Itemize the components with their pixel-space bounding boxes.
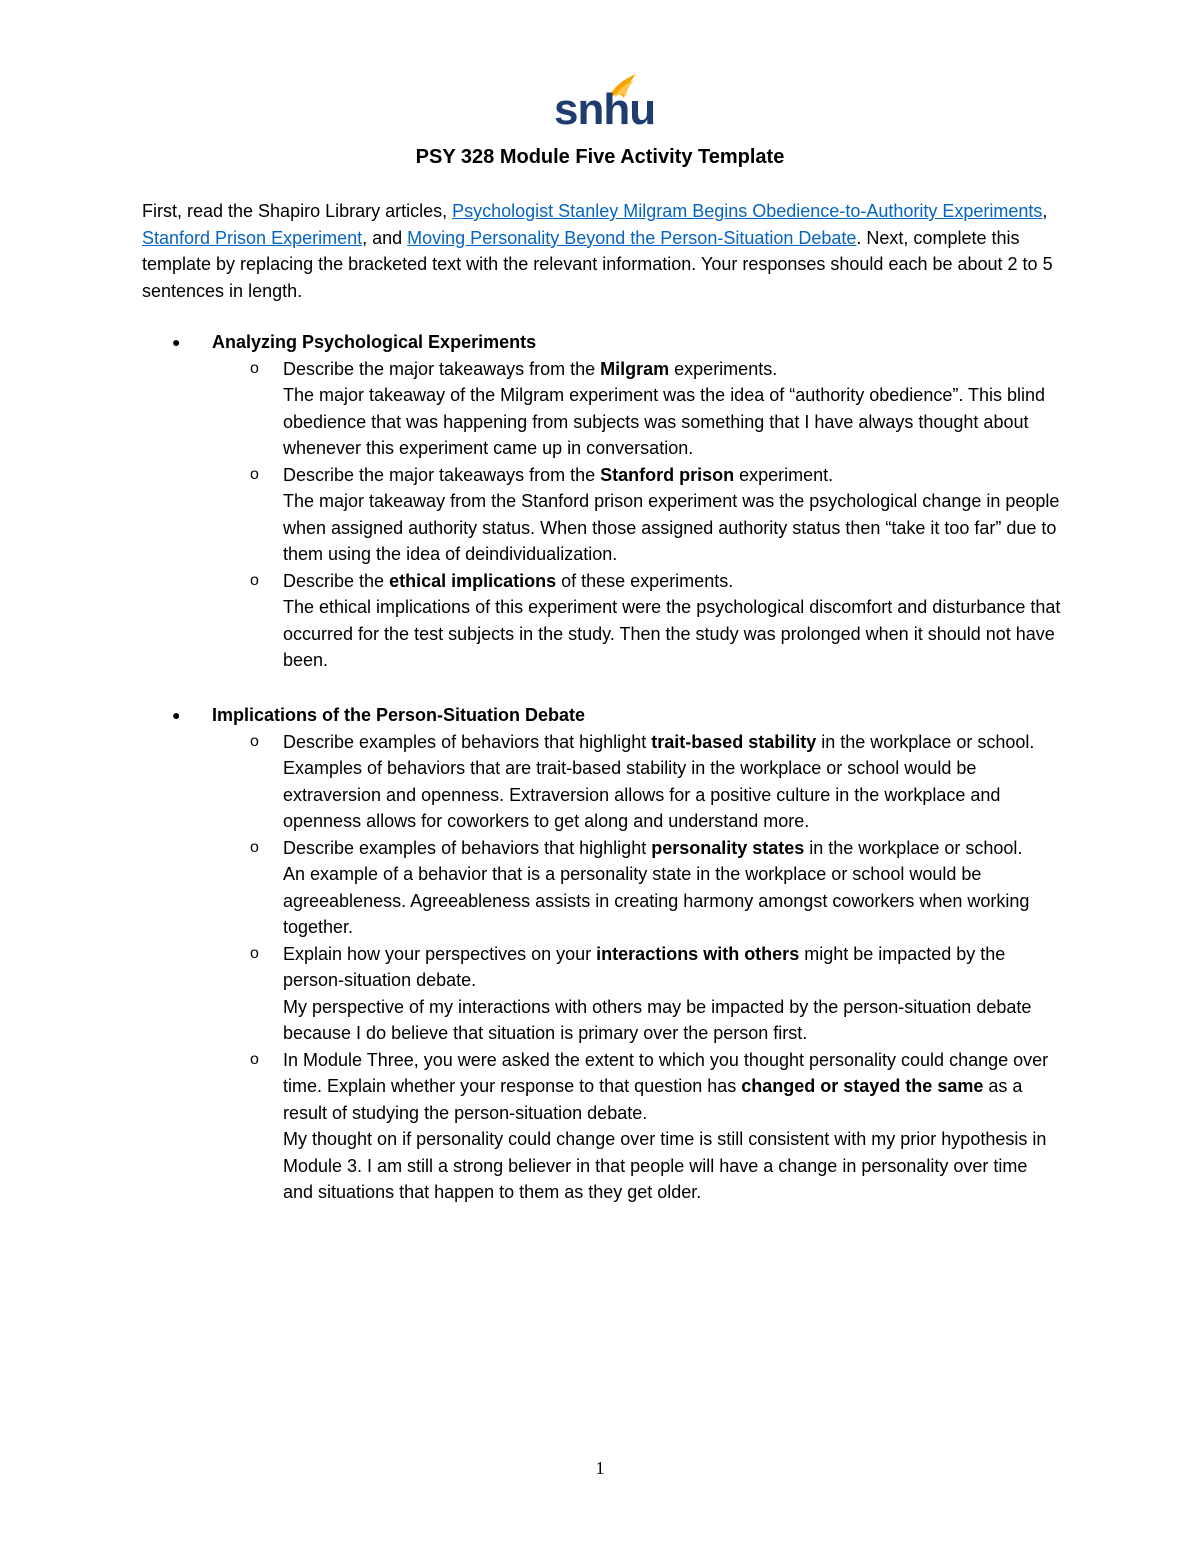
section-analyzing-experiments [142,329,1062,674]
answer-text: My perspective of my interactions with others may be impacted by the person-situation debate because I do believe that situation is primary over the person first. [283,996,1032,1043]
circle-bullet-icon: o [250,359,259,377]
question-text: Describe the major takeaways from the Milgram experiments. [283,358,778,379]
list-item [142,729,1062,835]
list-item [142,462,1062,568]
bullet-icon: ● [172,334,181,350]
section-heading: ● Analyzing Psychological Experiments [142,329,1062,356]
logo-wordmark: snhu [554,85,656,134]
answer-text: The major takeaway from the Stanford prison experiment was the psychological change in people when assigned authority status. When those assigned authority status then “take it too far” due to them using the idea of deindividualization. [283,491,1060,564]
milgram-article-link[interactable]: Psychologist Stanley Milgram Begins Obedience-to-Authority Experiments [452,201,1043,221]
answer-text: An example of a behavior that is a personality state in the workplace or school would be agreeableness. Agreeableness assists in creating harmony amongst coworkers when working together. [283,864,1030,937]
list-item [142,941,1062,1047]
question-text: Describe the ethical implications of these experiments. [283,570,734,591]
person-situation-article-link[interactable]: Moving Personality Beyond the Person-Situation Debate [407,227,857,248]
bullet-icon: ● [172,707,181,723]
list-item [142,356,1062,462]
circle-bullet-icon: o [250,465,259,483]
circle-bullet-icon: o [250,838,259,856]
section-person-situation-debate [142,702,1062,1206]
page-number: 1 [595,1458,605,1478]
circle-bullet-icon: o [250,732,259,750]
answer-text: The major takeaway of the Milgram experiment was the idea of “authority obedience”. This blind obedience that was happening from subjects was something that I have always thought about whenever this experiment came up in conversation. [283,385,1046,458]
answer-text: The ethical implications of this experiment were the psychological discomfort and disturbance that occurred for the test subjects in the study. Then the study was prolonged when it should not have been. [283,597,1061,670]
section-heading: ● Implications of the Person-Situation Debate [142,702,1062,729]
snhu-logo [552,72,656,134]
circle-bullet-icon: o [250,944,259,962]
circle-bullet-icon: o [250,571,259,589]
page-title: PSY 328 Module Five Activity Template [415,146,785,168]
question-text: In Module Three, you were asked the extent to which you thought personality could change over time. Explain whether your response to that question has changed or stayed the same as a result of studying the person-situation debate. [283,1049,1049,1123]
question-text: Describe the major takeaways from the Stanford prison experiment. [283,464,834,485]
intro-paragraph: First, read the Shapiro Library articles, Psychologist Stanley Milgram Begins Obedience-to-Authority Experiments, Stanford Prison Experiment, and Moving Personality Beyond the Person-Situation Debate. Next, complete this template by replacing the bracketed text with the relevant information. Your responses should each be about 2 to 5 sentences in length. [142,201,1053,301]
list-item [142,568,1062,674]
answer-text: My thought on if personality could change over time is still consistent with my prior hypothesis in Module 3. I am still a strong believer in that people will have a change in personality over time and situations that happen to them as they get older. [283,1129,1047,1202]
stanford-article-link[interactable]: Stanford Prison Experiment [142,227,363,248]
question-text: Describe examples of behaviors that highlight personality states in the workplace or school. [283,837,1023,858]
answer-text: Examples of behaviors that are trait-based stability in the workplace or school would be extraversion and openness. Extraversion allows for a positive culture in the workplace and openness allows for coworkers to get along and understand more. [283,758,1001,831]
question-text: Explain how your perspectives on your interactions with others might be impacted by the person-situation debate. [283,943,1006,990]
list-item [142,835,1062,941]
circle-bullet-icon: o [250,1050,259,1068]
question-text: Describe examples of behaviors that highlight trait-based stability in the workplace or school. [283,731,1035,752]
list-item [142,1047,1062,1206]
